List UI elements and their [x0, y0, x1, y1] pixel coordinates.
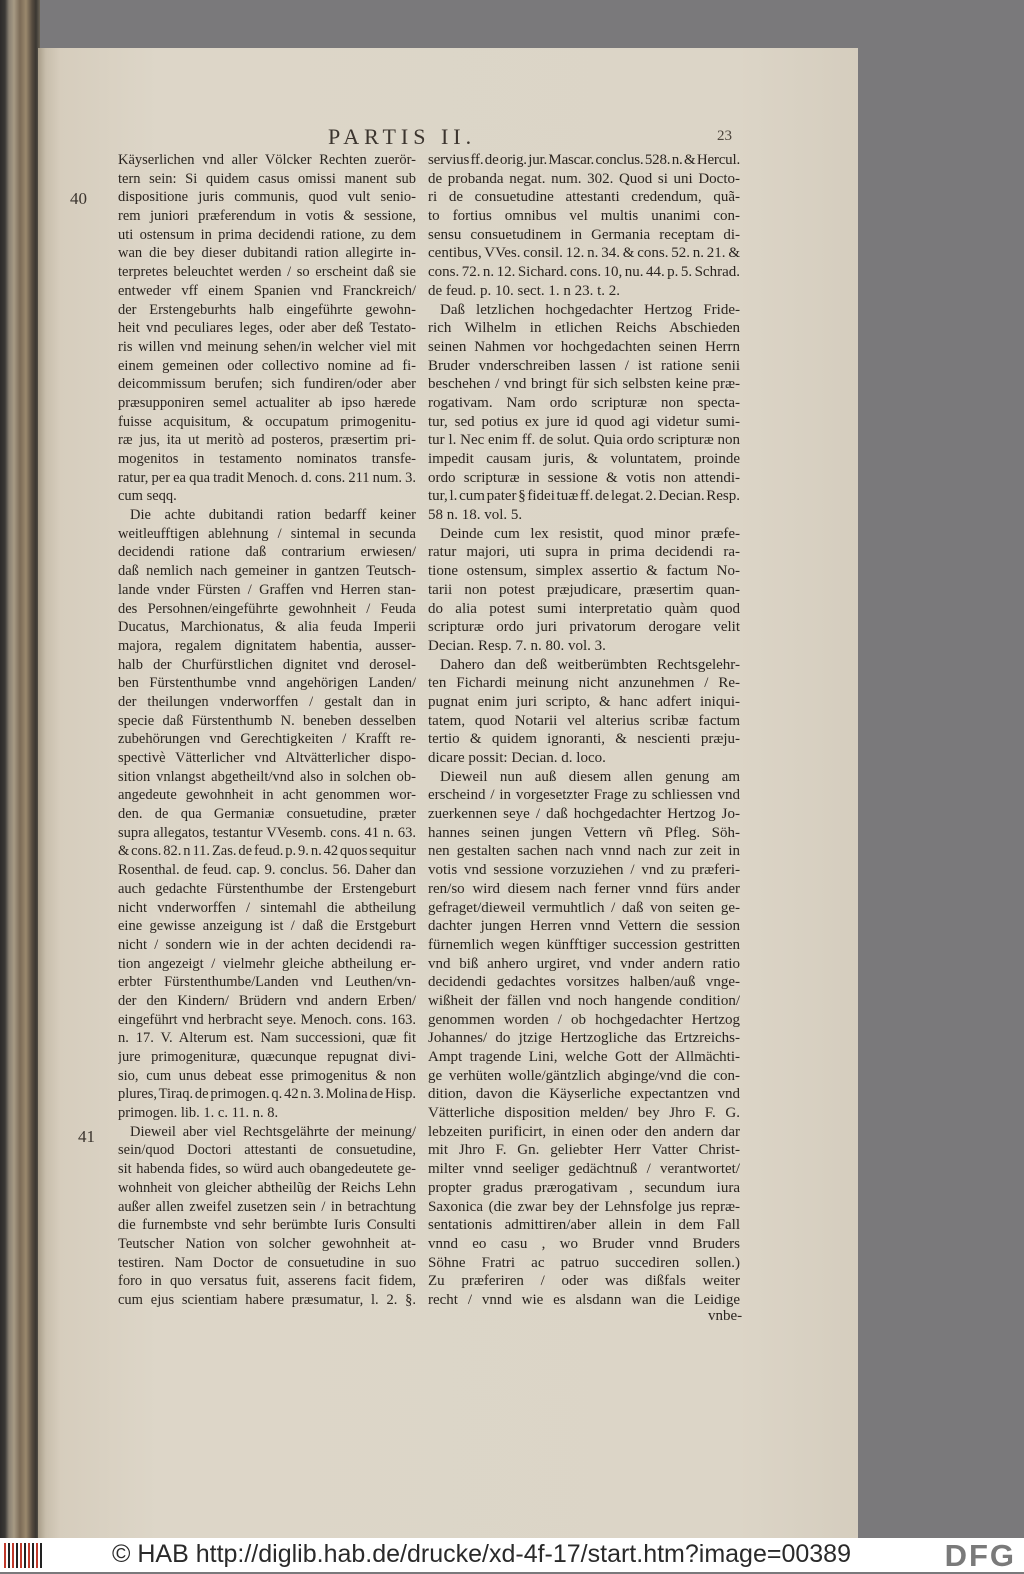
catchword: vnbe-: [708, 1308, 743, 1324]
text-line: ren/so wird diesem nach ferner vnnd fürs ander: [428, 880, 740, 897]
text-line: ratur, per ea qua tradit Menoch. d. cons. 211 num. 3.: [118, 469, 416, 486]
text-line: centibus, VVes. consil. 12. n. 34. & cons. 52. n. 21. &: [428, 245, 740, 262]
text-line: wißheit der fällen vnd noch hangende condition/: [428, 992, 740, 1009]
text-line: tarii non potest præjudicare, præsertim quan-: [428, 581, 740, 598]
text-line: decidendi gedachtes vorsitzes halben/auß vnge-: [428, 974, 740, 991]
margin-number: 40: [70, 189, 87, 208]
text-line: außer allen zweifel zusetzen sein / in betrachtung: [118, 1198, 416, 1215]
text-line: rogativam. Nam ordo scripturæ non specta-: [428, 394, 740, 411]
text-line: mit Jhro F. Gn. geliebter Herr Vatter Christ-: [428, 1142, 740, 1159]
text-line: ge verhüten wolle/gäntzlich abginge/vnd die con-: [428, 1067, 740, 1084]
text-line: testiren. Nam Doctor de consuetudine in suo: [118, 1254, 416, 1271]
text-line: recht / vnnd wie es alsdann wan die Leidige: [428, 1291, 740, 1308]
text-line: tione ostensum, simplex assertio & factum No-: [428, 563, 740, 580]
text-line: 58 n. 18. vol. 5.: [428, 507, 523, 524]
text-line: hannes seinen jungen Vettern vñ Pfleg. Söh-: [428, 824, 740, 841]
text-line: de feud. p. 10. sect. 1. n 23. t. 2.: [428, 282, 621, 299]
text-line: foro in quo versatus fuit, asserens facit fidem,: [118, 1273, 416, 1290]
text-line: sensu consuetudinem in Germania receptam di-: [428, 226, 740, 243]
text-line: sio, cum unus debeat esse primogenitus & non: [118, 1067, 416, 1084]
text-line: ordo scripturæ in sessione & votis non attendi-: [428, 469, 740, 486]
text-line: tion angezeigt / vielmehr gleiche abtheilung er-: [118, 955, 416, 972]
text-line: genommen worden / ob hochgedachter Hertzog: [428, 1011, 740, 1028]
text-line: die furnembste vnd sehr berümbte Iuris Consulti: [118, 1217, 416, 1234]
text-line: fürnemlich wegen künfftiger succession gestritten: [428, 936, 740, 953]
text-line: Dahero dan deß weitberümbten Rechtsgelehr-: [440, 656, 740, 673]
text-line: ræ jus, ita ut meritò ad posteros, præsertim pri-: [118, 432, 416, 449]
text-line: nicht / sondern wie in der achten decidendi ra-: [118, 936, 416, 953]
text-line: do alia potest sumi interpretatio quàm quod: [428, 600, 740, 617]
text-line: tur, l. cum pater § fidei tuæ ff. de legat. 2. Decian. Resp.: [428, 488, 740, 505]
text-line: angedeute gewohnheit in acht genommen wor-: [118, 787, 416, 804]
text-line: jure primogenituræ, quæcunque repugnat divi-: [118, 1049, 416, 1065]
text-line: vnd biß anhero urgiret, vnd vnder andern ratio: [428, 955, 740, 972]
text-line: den. de qua Germaniæ consuetudine, præter: [118, 806, 416, 823]
text-line: tern sein: Si quidem casus omissi manent sub: [118, 170, 416, 187]
text-line: impedit causam juris, & voluntatem, proinde: [428, 451, 740, 467]
paragraph: [428, 525, 740, 656]
text-line: der den Kindern/ Brüdern vnd andern Erben/: [118, 992, 416, 1009]
text-line: tur, sed potius ex jure id quod agi videtur sumi-: [428, 413, 740, 430]
text-line: uti ostensum in prima decidendi ratione, zu dem: [118, 226, 416, 243]
text-line: & cons. 82. n 11. Zas. de feud. p. 9. n. 42 quos sequitur: [118, 843, 416, 860]
paragraph: [118, 151, 416, 506]
text-line: wohnheit von gleicher abtheilũg der Reichs Lehn: [118, 1179, 416, 1196]
text-line: eingeführt vnd herbracht seye. Menoch. cons. 163.: [118, 1011, 416, 1028]
text-line: Ducatus, Marchionatus, & alia feuda Imperii: [118, 619, 416, 636]
text-line: plures, Tiraq. de primogen. q. 42 n. 3. Molina de Hisp.: [118, 1086, 416, 1103]
text-line: tatem, quod Notarii vel alterius scribæ factum: [428, 712, 740, 729]
book-edge: [0, 0, 40, 1538]
text-line: pugnat enim juri scripto, & hanc adfert iniqui-: [428, 693, 740, 710]
margin-number: 41: [78, 1127, 95, 1146]
right-text-column: [428, 151, 740, 1310]
text-line: dispositione juris communis, quod vult senio-: [118, 189, 416, 206]
text-line: primogen. lib. 1. c. 11. n. 8.: [118, 1105, 279, 1122]
text-line: Rosenthal. de feud. cap. 9. conclus. 56. Daher dan: [118, 862, 416, 879]
text-line: sein/quod Doctori attestanti de consuetudine,: [118, 1142, 416, 1159]
text-line: ris willen vnd meinung sehen/in welcher viel mit: [118, 338, 416, 355]
text-line: eine gewisse anzeigung ist / daß die Erstgeburt: [118, 918, 416, 935]
text-line: fuisse acquisitum, & occupatum primogenitu-: [118, 413, 416, 430]
text-line: rem juniori præferendum in votis & sessione,: [118, 208, 416, 225]
text-line: ratur majori, uti supra in prima decidendi ra-: [428, 544, 740, 561]
text-line: tertio & quidem ignoranti, & nescienti præju-: [428, 731, 740, 748]
text-line: nen gestalten sachen nach vnnd nach zur zeit in: [428, 843, 740, 860]
text-line: dition, davon die Käyserliche expectantzen vnd: [428, 1086, 740, 1103]
text-line: de probanda negat. num. 302. Quod si uni Docto-: [428, 170, 740, 187]
text-line: vnnd eo casu , wo Bruder vnnd Bruders: [428, 1235, 740, 1252]
running-head: PARTIS II.: [328, 124, 477, 149]
text-line: Teutscher Nation von solcher gewohnheit at-: [118, 1235, 416, 1252]
text-line: supra allegatos, testantur VVesemb. cons. 41 n. 63.: [118, 824, 416, 841]
text-line: Johannes/ do jtzige Hertzogliche das Ertzreichs-: [428, 1030, 740, 1047]
text-line: rich Wilhelm in etlichen Reichs Abschieden: [428, 320, 740, 337]
text-line: majora, regalem dignitatem habentia, ausser-: [118, 637, 416, 654]
text-line: der Erstengeburhts halb eingeführte gewohn-: [118, 301, 416, 318]
text-line: zubehörungen vnd Gerechtigkeiten / Krafft re-: [118, 731, 416, 748]
text-line: scripturæ ordo juri privatorum derogare velit: [428, 619, 740, 636]
text-line: servius ff. de orig. jur. Mascar. conclus. 528. n. & Hercul.: [428, 152, 740, 168]
text-line: daß nemlich nach gemeiner in gantzen Teutsch-: [118, 563, 416, 580]
text-line: lande vnder Fürsten / Graffen vnd Herren stan-: [118, 581, 416, 598]
text-line: der theilungen vnderworffen / gestalt dan in: [118, 693, 416, 710]
text-line: Die achte dubitandi ration bedarff keiner: [130, 507, 416, 524]
text-line: ten Fichardi meinung nicht anzunehmen / Re-: [428, 675, 740, 692]
text-line: milter vnnd seeliger gedächtnuß / verantwortet/: [428, 1161, 740, 1178]
text-line: erscheind / in vorgesetzter Frage zu schliessen vnd: [428, 787, 740, 804]
text-line: Saxonica (die zwar bey der Lehnsfolge jus repræ-: [428, 1198, 740, 1215]
copyright-url-text: © HAB http://diglib.hab.de/drucke/xd-4f-17/start.htm?image=00389: [112, 1540, 851, 1568]
text-line: lebzeiten purificirt, in einen oder den andern dar: [428, 1123, 740, 1140]
text-line: gefraget/dieweil vermuhtlich / daß von seiten ge-: [428, 899, 740, 916]
text-line: spectivè Vätterlicher vnd Altvätterlicher dispo-: [118, 750, 416, 766]
text-line: deicommissum berufen; sich fundiren/oder aber: [118, 376, 416, 393]
text-line: Ampt tragende Lini, welche Gott der Allmächti-: [428, 1049, 740, 1065]
text-line: Dieweil aber viel Rechtsgelährte der meinung/: [130, 1123, 416, 1140]
paragraph: [428, 151, 740, 301]
text-line: mogenitos in testamento nominatos transfe-: [118, 451, 416, 467]
text-line: Decian. Resp. 7. n. 80. vol. 3.: [428, 637, 606, 654]
text-line: erbter Fürstenthumbe/Landen vnd Leuthen/vn-: [118, 974, 416, 991]
text-line: Zu præferiren / oder was dißfals weiter: [428, 1273, 740, 1290]
paragraph: [428, 656, 740, 768]
text-line: wan die bey dieser dubitandi ration allegirte in-: [118, 245, 416, 262]
dfg-logo: DFG: [944, 1538, 1016, 1573]
paragraph: [118, 1123, 416, 1310]
text-line: dachter jungen Herren vnnd Vettern die session: [428, 918, 740, 935]
text-line: auch gedachte Fürstenthumbe der Erstengeburt: [118, 880, 416, 897]
text-line: Daß letzlichen hochgedachter Hertzog Fride-: [440, 301, 740, 318]
text-line: cum seqq.: [118, 488, 177, 505]
text-line: dicare possit: Decian. d. loco.: [428, 750, 606, 766]
text-line: Bruder vnderschreiben lassen / ist ratione senii: [428, 357, 740, 374]
text-line: Dieweil nun auß diesem allen genung am: [440, 768, 740, 785]
paragraph: [118, 506, 416, 1123]
paragraph: [428, 301, 740, 525]
text-line: weitleufftigen ablehnung / sintemal in secunda: [118, 525, 416, 542]
text-line: specie daß Fürstenthumb N. beneben desselben: [118, 712, 416, 729]
text-line: to fortius omnibus vel multis unanimi con-: [428, 208, 740, 225]
text-line: sentationis admittiren/aber allein in dem Fall: [428, 1217, 740, 1234]
text-line: decidendi ratione daß contrarium erwiesen/: [118, 544, 416, 561]
text-line: Söhne Fratri ac patruo succediren sollen.): [428, 1254, 740, 1271]
text-line: n. 17. V. Alterum est. Nam successioni, quæ fit: [118, 1030, 416, 1047]
page-number: 23: [717, 128, 732, 144]
left-text-column: [118, 151, 416, 1310]
text-line: cum ejus scientiam habere præsumatur, l. 2. §.: [118, 1291, 416, 1308]
text-line: tur l. Nec enim ff. de solut. Quia ordo scripturæ non: [428, 432, 740, 449]
text-line: nicht vnderworffen / sintemahl die abtheilung: [118, 899, 416, 916]
viewer-footer: [0, 1538, 1024, 1572]
text-line: Vätterliche disposition melden/ bey Jhro F. G.: [428, 1105, 740, 1122]
text-line: einem gemeinen oder collectivo nomine ad fi-: [118, 357, 416, 374]
text-line: terpretes beleuchtet werden / so erscheint daß sie: [118, 264, 416, 281]
text-line: beschehen / vnd bringt für sich selbsten keine præ-: [428, 376, 740, 393]
text-line: propter gradus prærogativam , secundum iura: [428, 1179, 740, 1196]
text-line: ben Fürstenthumbe vnnd angehörigen Landen/: [118, 675, 416, 692]
text-line: præsupponiren semel actualiter ab ipso hærede: [118, 394, 416, 411]
text-line: halb der Churfürstlichen dignitet vnd derosel-: [118, 656, 416, 673]
text-line: sition vnlangst abgetheilt/vnd also in solchen ob-: [118, 768, 416, 785]
paragraph: [428, 768, 740, 1310]
text-line: entweder vff einem Spanien vnd Franckreich/: [118, 282, 416, 299]
text-line: ri de consuetudine attestanti credendum, quã-: [428, 189, 740, 206]
text-line: votis vnd sessione vorzuziehen / vnd zu præferi-: [428, 862, 740, 879]
text-line: des Persohnen/eingeführte gewohnheit / Feuda: [118, 600, 416, 617]
text-line: Käyserlichen vnd aller Völcker Rechten zuerör-: [118, 152, 416, 168]
text-line: seinen Nahmen vor hochgedachten seinen Herrn: [428, 338, 740, 355]
hab-logo-icon: [4, 1543, 42, 1568]
text-line: cons. 72. n. 12. Sichard. cons. 10, nu. 44. p. 5. Schrad.: [428, 264, 740, 281]
text-line: zuerkennen seye / daß hochgedachter Hertzog Jo-: [428, 806, 740, 823]
text-line: Deinde cum lex resistit, quod minor præfe-: [440, 525, 740, 542]
text-line: heit vnd peculiares leges, oder aber deß Testato-: [118, 320, 416, 337]
text-line: sit habenda fides, so würd auch obangedeutete ge-: [118, 1161, 416, 1178]
